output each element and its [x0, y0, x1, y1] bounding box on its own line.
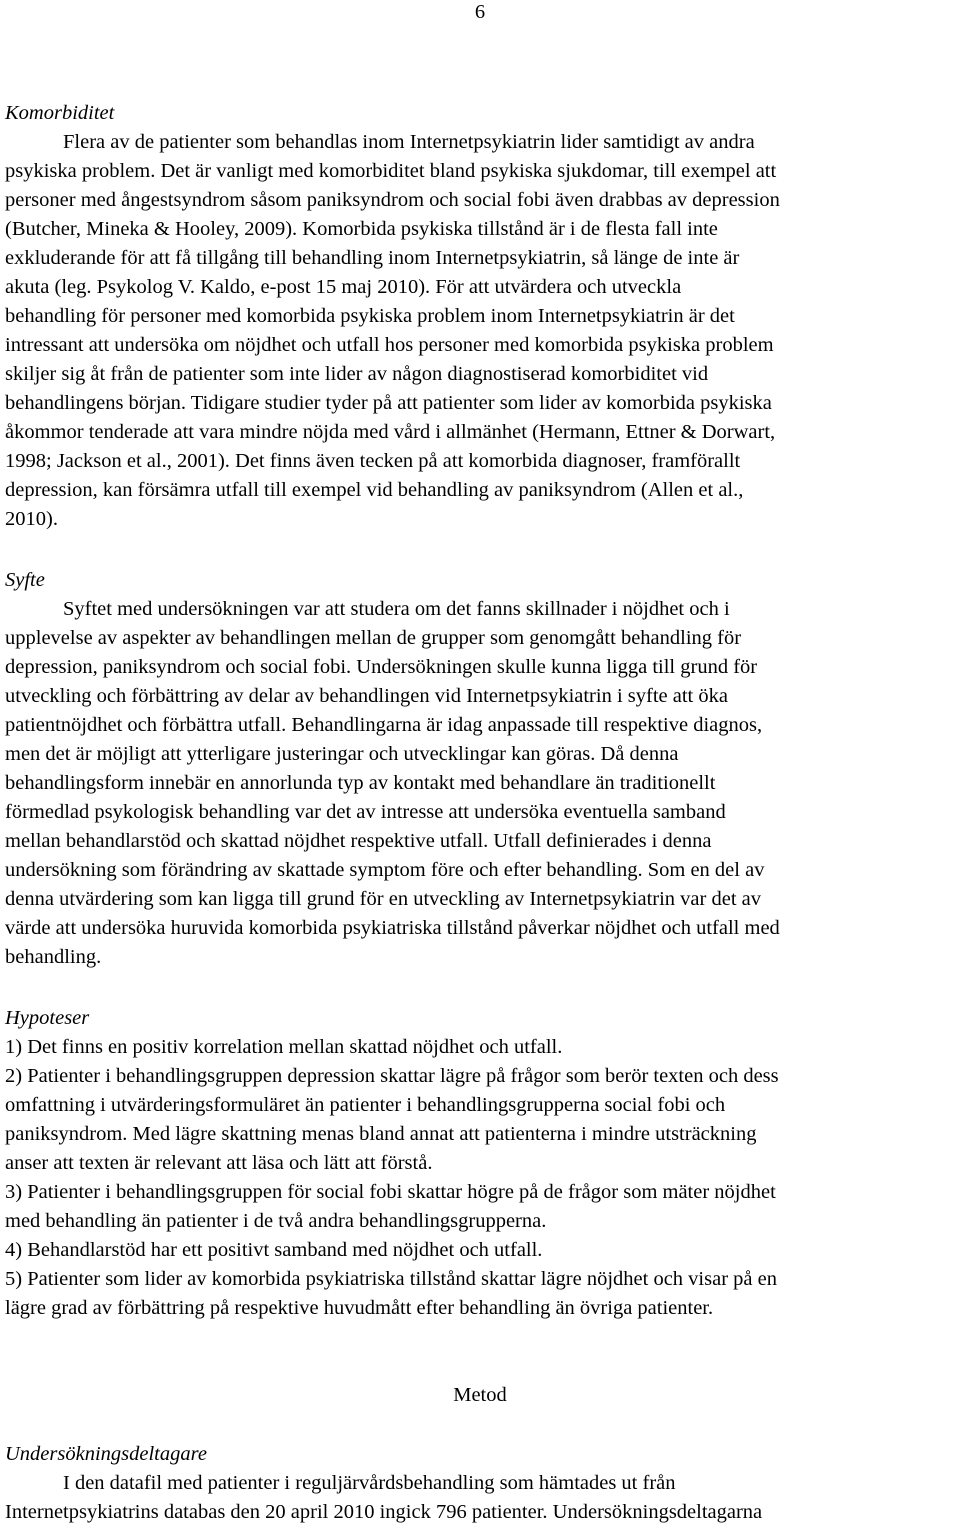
- section-komorbiditet: [5, 99, 960, 534]
- paragraph-line: upplevelse av aspekter av behandlingen mellan de grupper som genomgått behandling för: [5, 627, 742, 649]
- heading-hypoteser: Hypoteser: [5, 1007, 90, 1029]
- paragraph-line: intressant att undersöka om nöjdhet och utfall hos personer med komorbida psykiska problem: [5, 334, 774, 356]
- paragraph-line: men det är möjligt att ytterligare justeringar och utvecklingar kan göras. Då denna: [5, 743, 679, 765]
- paragraph-line: exkluderande för att få tillgång till behandling inom Internetpsykiatrin, så länge de inte är: [5, 247, 740, 269]
- section-undersokningsdeltagare: [5, 1440, 960, 1527]
- paragraph-line: förmedlad psykologisk behandling var det av intresse att undersöka eventuella samband: [5, 801, 726, 823]
- hypothesis-line: paniksyndrom. Med lägre skattning menas bland annat att patienterna i mindre utsträckning: [5, 1123, 757, 1145]
- paragraph-line: behandlingsform innebär en annorlunda typ av kontakt med behandlare än traditionellt: [5, 772, 716, 794]
- paragraph-line: psykiska problem. Det är vanligt med komorbiditet bland psykiska sjukdomar, till exempel att: [5, 160, 777, 182]
- hypothesis-line: anser att texten är relevant att läsa och lätt att förstå.: [5, 1152, 433, 1174]
- heading-undersokningsdeltagare: Undersökningsdeltagare: [5, 1443, 207, 1465]
- paragraph-line: 1998; Jackson et al., 2001). Det finns även tecken på att komorbida diagnoser, framförallt: [5, 450, 741, 472]
- paragraph-line: värde att undersöka huruvida komorbida psykiatriska tillstånd påverkar nöjdhet och utfall med: [5, 917, 780, 939]
- paragraph-line: utveckling och förbättring av delar av behandlingen vid Internetpsykiatrin i syfte att öka: [5, 685, 728, 707]
- paragraph-line: undersökning som förändring av skattade symptom före och efter behandling. Som en del av: [5, 859, 765, 881]
- paragraph-line: Internetpsykiatrins databas den 20 april 2010 ingick 796 patienter. Undersökningsdeltagarna: [5, 1501, 763, 1523]
- paragraph-line: I den datafil med patienter i reguljärvårdsbehandling som hämtades ut från: [63, 1472, 676, 1494]
- paragraph-line: behandling för personer med komorbida psykiska problem inom Internetpsykiatrin är det: [5, 305, 735, 327]
- paragraph-line: akuta (leg. Psykolog V. Kaldo, e-post 15 maj 2010). För att utvärdera och utveckla: [5, 276, 682, 298]
- heading-komorbiditet: Komorbiditet: [5, 102, 115, 124]
- hypothesis-line: 3) Patienter i behandlingsgruppen för social fobi skattar högre på de frågor som mäter nöjdhet: [5, 1181, 776, 1203]
- section-hypoteser: [5, 1004, 960, 1323]
- paragraph-line: Flera av de patienter som behandlas inom Internetpsykiatrin lider samtidigt av andra: [63, 131, 755, 153]
- hypothesis-line: 2) Patienter i behandlingsgruppen depression skattar lägre på frågor som berör texten och dess: [5, 1065, 779, 1087]
- paragraph-line: depression, kan försämra utfall till exempel vid behandling av paniksyndrom (Allen et al.,: [5, 479, 744, 501]
- hypothesis-line: omfattning i utvärderingsformuläret än patienter i behandlingsgrupperna social fobi och: [5, 1094, 726, 1116]
- paragraph-line: depression, paniksyndrom och social fobi. Undersökningen skulle kunna ligga till grund för: [5, 656, 758, 678]
- paragraph-line: Syftet med undersökningen var att studera om det fanns skillnader i nöjdhet och i: [63, 598, 730, 620]
- hypothesis-line: 5) Patienter som lider av komorbida psykiatriska tillstånd skattar lägre nöjdhet och visar på en: [5, 1268, 777, 1290]
- paragraph-line: åkommor tenderade att vara mindre nöjda med vård i allmänhet (Hermann, Ettner & Dorwart,: [5, 421, 776, 443]
- paragraph-line: denna utvärdering som kan ligga till grund för en utveckling av Internetpsykiatrin var det av: [5, 888, 761, 910]
- hypothesis-line: 4) Behandlarstöd har ett positivt samband med nöjdhet och utfall.: [5, 1239, 543, 1261]
- page-number: 6: [474, 1, 486, 23]
- paragraph-line: 2010).: [5, 508, 58, 530]
- paragraph-line: behandling.: [5, 946, 102, 968]
- hypothesis-line: 1) Det finns en positiv korrelation mellan skattad nöjdhet och utfall.: [5, 1036, 563, 1058]
- paragraph-line: behandlingens början. Tidigare studier tyder på att patienter som lider av komorbida psykiska: [5, 392, 772, 414]
- paragraph-line: mellan behandlarstöd och skattad nöjdhet respektive utfall. Utfall definierades i denna: [5, 830, 712, 852]
- paragraph-line: personer med ångestsyndrom såsom paniksyndrom och social fobi även drabbas av depression: [5, 189, 780, 211]
- paragraph-line: (Butcher, Mineka & Hooley, 2009). Komorbida psykiska tillstånd är i de flesta fall inte: [5, 218, 718, 240]
- heading-syfte: Syfte: [5, 569, 45, 591]
- paragraph-line: patientnöjdhet och förbättra utfall. Behandlingarna är idag anpassade till respektive diagnos,: [5, 714, 763, 736]
- heading-metod: Metod: [453, 1384, 507, 1406]
- hypothesis-line: lägre grad av förbättring på respektive huvudmått efter behandling än övriga patienter.: [5, 1297, 714, 1319]
- hypothesis-line: med behandling än patienter i de två andra behandlingsgrupperna.: [5, 1210, 547, 1232]
- section-syfte: [5, 566, 960, 972]
- paragraph-line: skiljer sig åt från de patienter som inte lider av någon diagnostiserad komorbiditet vid: [5, 363, 709, 385]
